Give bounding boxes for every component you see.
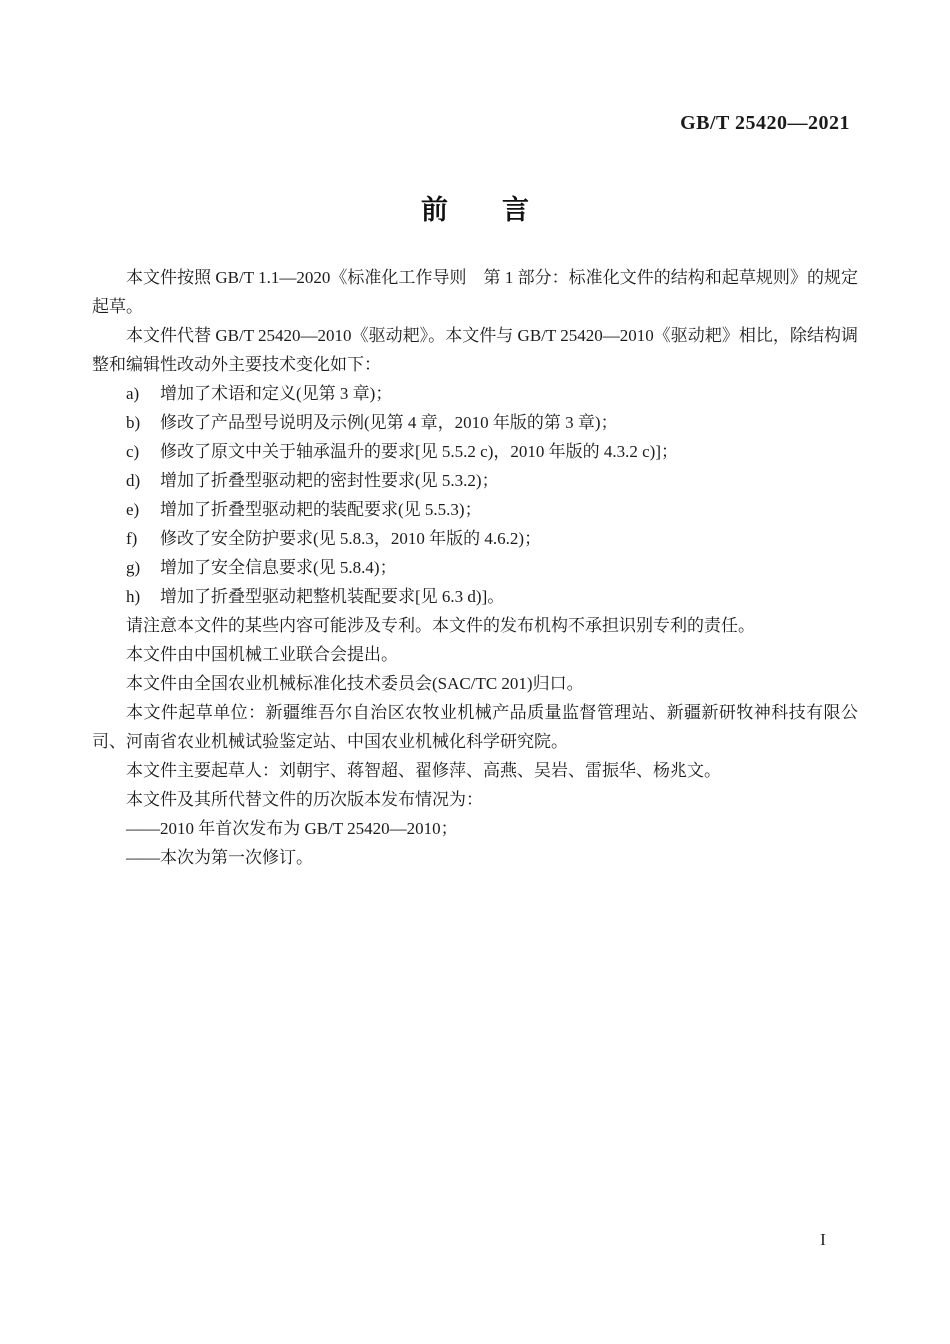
change-item-text: 修改了安全防护要求(见 5.8.3，2010 年版的 4.6.2)； bbox=[160, 529, 542, 548]
foreword-body bbox=[92, 263, 858, 872]
drafting-units-paragraph: 本文件起草单位：新疆维吾尔自治区农牧业机械产品质量监督管理站、新疆新研牧神科技有限公司、河南省农业机械试验鉴定站、中国农业机械化科学研究院。 bbox=[92, 703, 858, 751]
change-item-text: 增加了折叠型驱动耙的密封性要求(见 5.3.2)； bbox=[160, 471, 499, 490]
intro-paragraph: 本文件代替 GB/T 25420—2010《驱动耙》。本文件与 GB/T 25420—2010《驱动耙》相比，除结构调整和编辑性改动外主要技术变化如下： bbox=[92, 326, 858, 374]
history-intro-paragraph: 本文件及其所代替文件的历次版本发布情况为： bbox=[126, 790, 483, 809]
change-item bbox=[92, 437, 858, 466]
change-item-text: 增加了安全信息要求(见 5.8.4)； bbox=[160, 558, 397, 577]
standard-number-header: GB/T 25420—2021 bbox=[680, 112, 850, 134]
change-item-text: 修改了产品型号说明及示例(见第 4 章，2010 年版的第 3 章)； bbox=[160, 413, 618, 432]
change-item bbox=[92, 408, 858, 437]
change-item-label: e) bbox=[126, 500, 140, 519]
change-item bbox=[92, 466, 858, 495]
change-item-text: 修改了原文中关于轴承温升的要求[见 5.5.2 c)，2010 年版的 4.3.2 c)]； bbox=[160, 442, 678, 461]
change-item-label: c) bbox=[126, 442, 140, 461]
patent-notice-paragraph: 请注意本文件的某些内容可能涉及专利。本文件的发布机构不承担识别专利的责任。 bbox=[126, 616, 755, 635]
drafters-paragraph: 本文件主要起草人：刘朝宇、蒋智超、翟修萍、高燕、吴岩、雷振华、杨兆文。 bbox=[126, 761, 721, 780]
change-item-label: a) bbox=[126, 384, 140, 403]
committee-paragraph: 本文件由全国农业机械标准化技术委员会(SAC/TC 201)归口。 bbox=[126, 674, 584, 693]
intro-paragraph: 本文件按照 GB/T 1.1—2020《标准化工作导则 第 1 部分：标准化文件的结构和起草规则》的规定起草。 bbox=[92, 268, 858, 316]
change-item bbox=[92, 524, 858, 553]
proposer-paragraph: 本文件由中国机械工业联合会提出。 bbox=[126, 645, 398, 664]
history-item: ——本次为第一次修订。 bbox=[126, 848, 313, 867]
page-number: I bbox=[820, 1230, 826, 1249]
change-item-label: b) bbox=[126, 413, 141, 432]
change-item bbox=[92, 495, 858, 524]
page-title: 前 言 bbox=[421, 195, 529, 225]
change-item-text: 增加了术语和定义(见第 3 章)； bbox=[160, 384, 393, 403]
change-item-label: f) bbox=[126, 529, 138, 548]
change-item bbox=[92, 582, 858, 611]
change-item-label: h) bbox=[126, 587, 141, 606]
change-item-text: 增加了折叠型驱动耙整机装配要求[见 6.3 d)]。 bbox=[160, 587, 505, 606]
change-item-label: d) bbox=[126, 471, 141, 490]
change-item-text: 增加了折叠型驱动耙的装配要求(见 5.5.3)； bbox=[160, 500, 482, 519]
technical-changes-list bbox=[92, 379, 858, 611]
change-item bbox=[92, 553, 858, 582]
history-item: ——2010 年首次发布为 GB/T 25420—2010； bbox=[126, 819, 458, 838]
change-item bbox=[92, 379, 858, 408]
change-item-label: g) bbox=[126, 558, 141, 577]
